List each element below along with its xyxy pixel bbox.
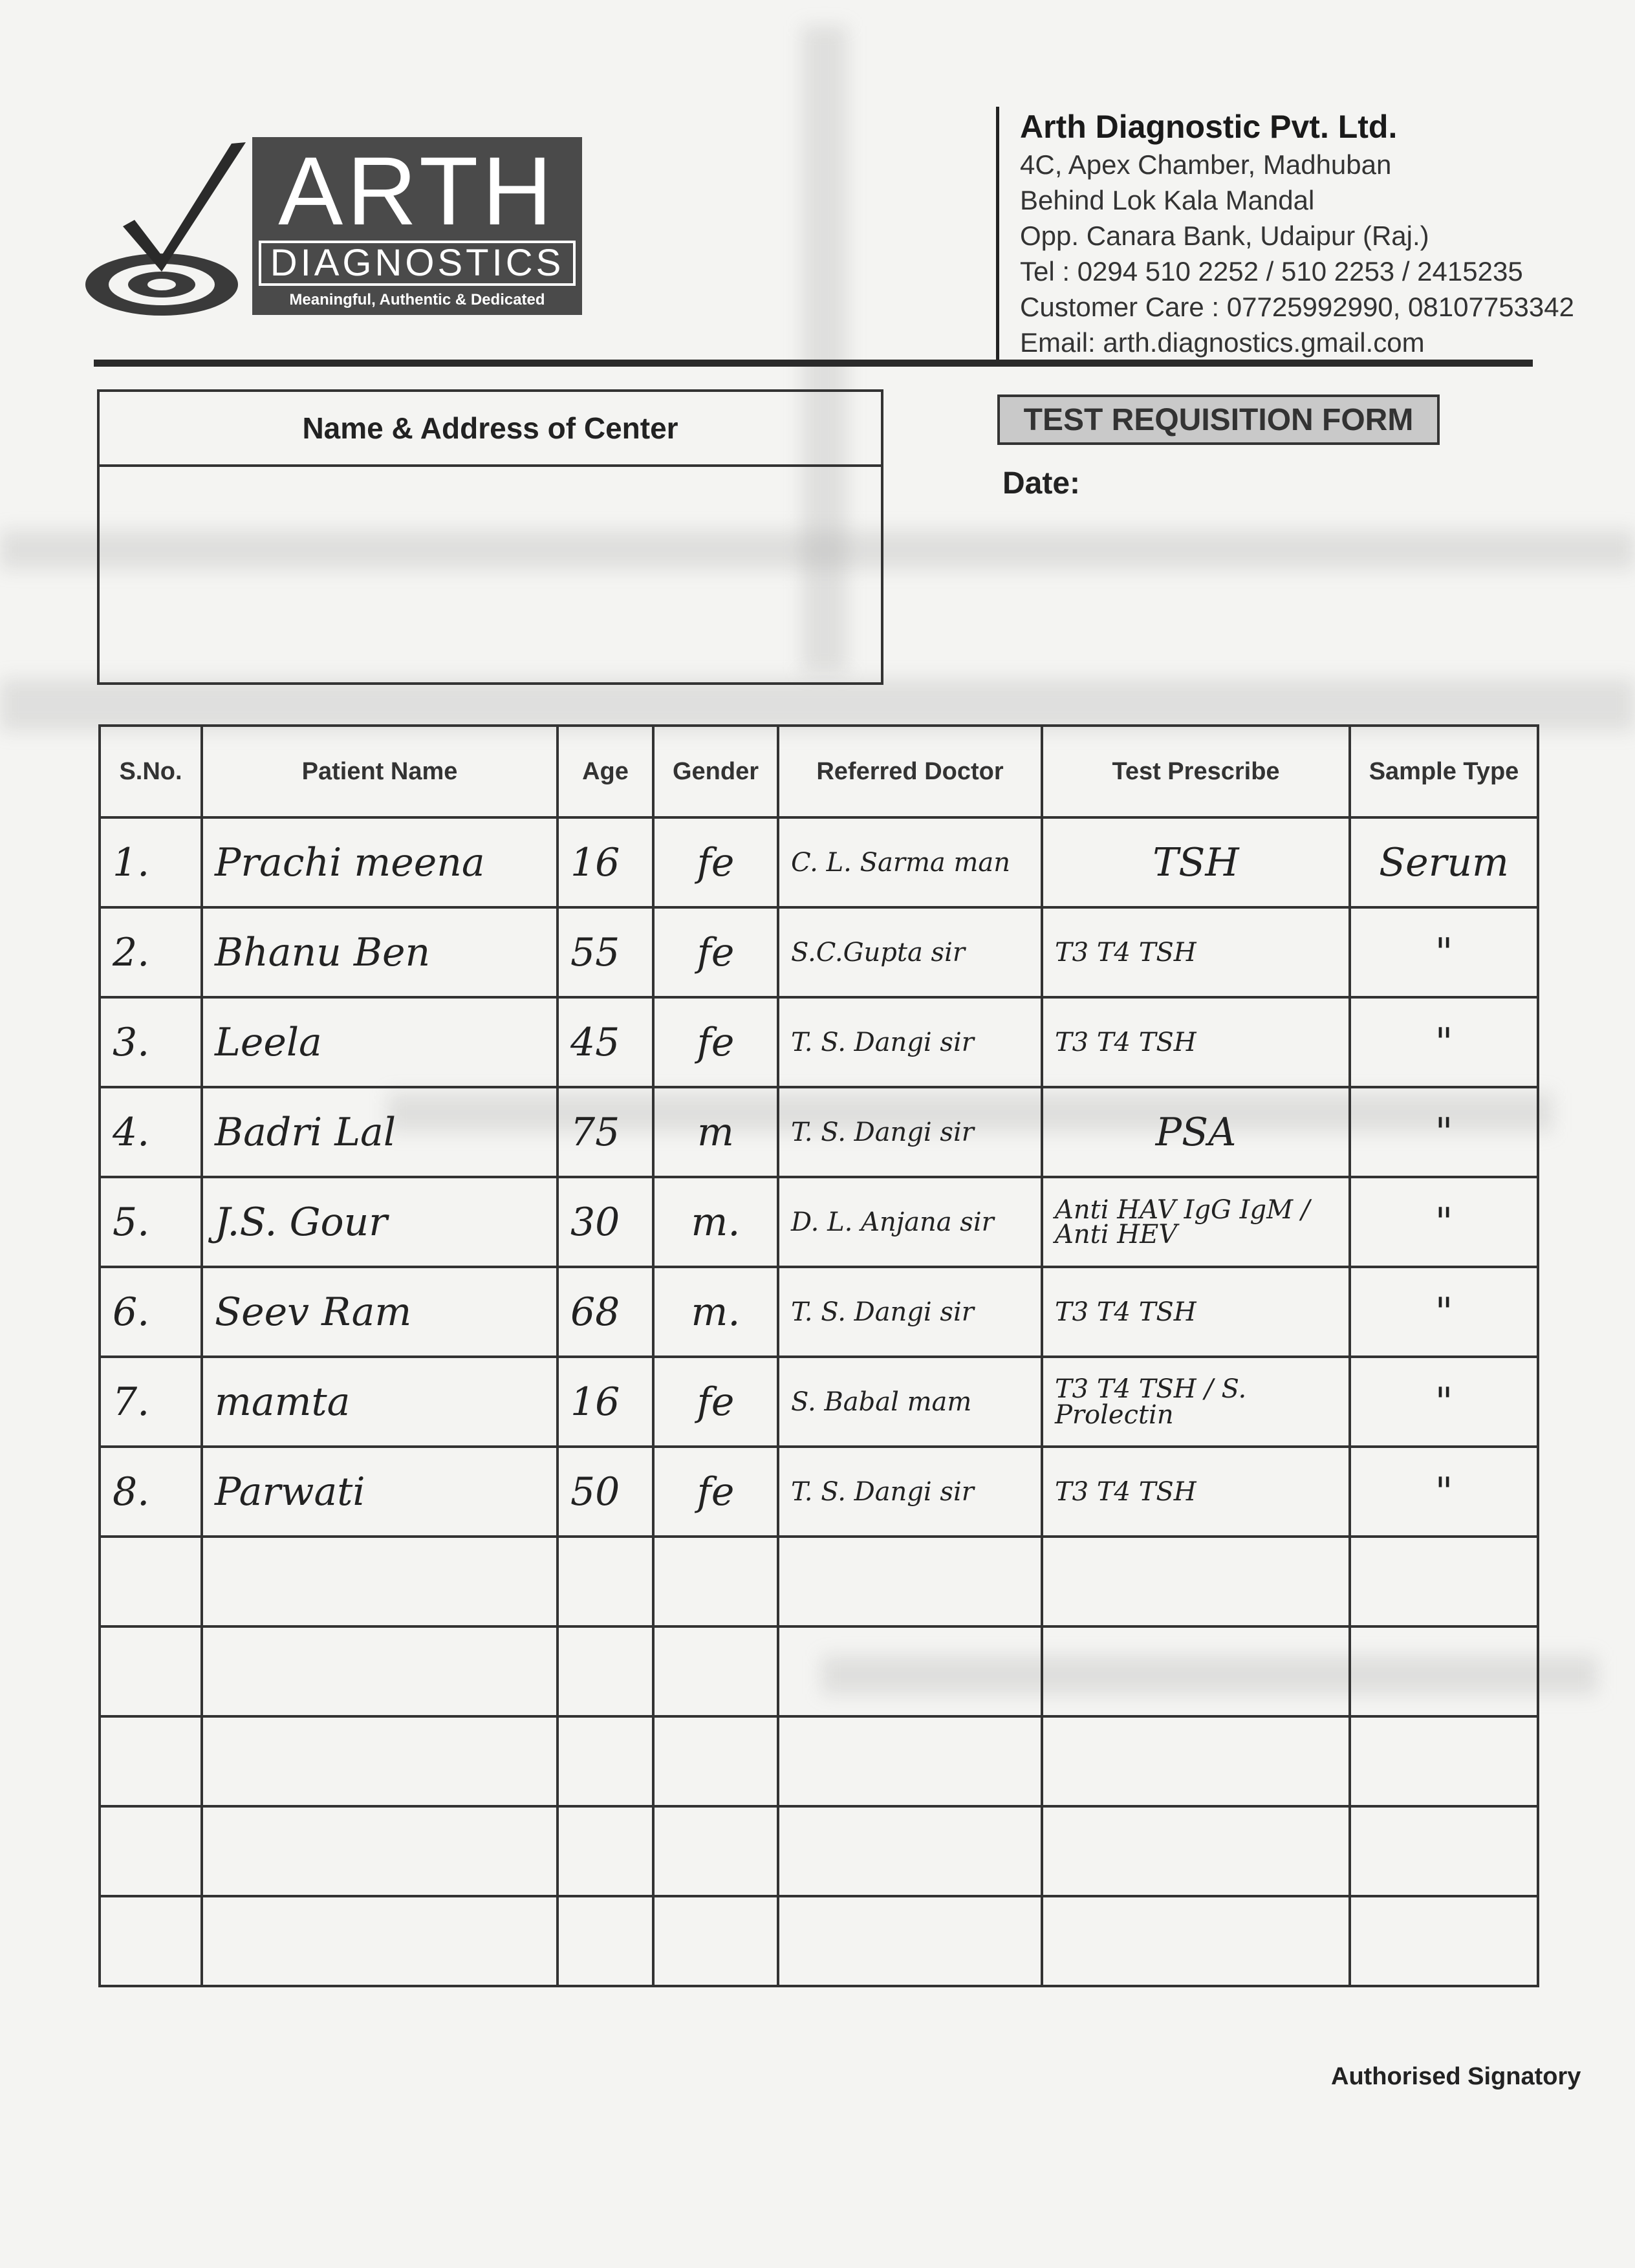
scan-smudge — [0, 679, 1635, 731]
cell-sno[interactable]: 1. — [100, 817, 202, 907]
phone-line: Tel : 0294 510 2252 / 510 2253 / 2415235 — [1020, 256, 1523, 286]
cell-patient-name[interactable] — [202, 1896, 558, 1986]
table-row — [100, 1806, 1538, 1896]
cell-age[interactable]: 16 — [558, 817, 653, 907]
table-row — [100, 1087, 1538, 1177]
cell-age[interactable] — [558, 1626, 653, 1716]
cell-gender[interactable]: m. — [653, 1267, 778, 1357]
cell-patient-name[interactable] — [202, 1716, 558, 1806]
cell-gender[interactable] — [653, 1896, 778, 1986]
cell-sample-type[interactable] — [1350, 1537, 1538, 1626]
cell-age[interactable]: 30 — [558, 1177, 653, 1267]
cell-sno[interactable]: 7. — [100, 1357, 202, 1447]
cell-referred-doctor[interactable]: T. S. Dangi sir — [778, 1267, 1042, 1357]
cell-sample-type[interactable]: " — [1350, 1087, 1538, 1177]
cell-test-prescribe[interactable]: T3 T4 TSH — [1042, 1447, 1350, 1537]
cell-gender[interactable]: fe — [653, 1357, 778, 1447]
cell-sno[interactable]: 3. — [100, 997, 202, 1087]
cell-test-prescribe[interactable] — [1042, 1806, 1350, 1896]
cell-patient-name[interactable] — [202, 1806, 558, 1896]
cell-referred-doctor[interactable]: T. S. Dangi sir — [778, 1447, 1042, 1537]
cell-referred-doctor[interactable]: T. S. Dangi sir — [778, 1087, 1042, 1177]
cell-gender[interactable]: fe — [653, 997, 778, 1087]
table-header-row — [100, 726, 1538, 817]
cell-patient-name[interactable]: mamta — [202, 1357, 558, 1447]
cell-gender[interactable] — [653, 1537, 778, 1626]
cell-sample-type[interactable] — [1350, 1806, 1538, 1896]
address-line: Opp. Canara Bank, Udaipur (Raj.) — [1020, 221, 1429, 251]
cell-sample-type[interactable]: " — [1350, 1177, 1538, 1267]
table-row — [100, 1537, 1538, 1626]
cell-sno[interactable]: 8. — [100, 1447, 202, 1537]
logo-sub-text: DIAGNOSTICS — [259, 241, 576, 286]
cell-sample-type[interactable]: Serum — [1350, 817, 1538, 907]
authorised-signatory-label: Authorised Signatory — [1331, 2063, 1581, 2090]
cell-sample-type[interactable] — [1350, 1716, 1538, 1806]
col-header-sno: S.No. — [100, 726, 202, 817]
cell-patient-name[interactable]: Seev Ram — [202, 1267, 558, 1357]
table-row — [100, 1896, 1538, 1986]
cell-sample-type[interactable]: " — [1350, 1357, 1538, 1447]
cell-referred-doctor[interactable] — [778, 1626, 1042, 1716]
cell-test-prescribe[interactable]: T3 T4 TSH — [1042, 1267, 1350, 1357]
cell-sno[interactable]: 4. — [100, 1087, 202, 1177]
cell-patient-name[interactable]: J.S. Gour — [202, 1177, 558, 1267]
cell-age[interactable]: 68 — [558, 1267, 653, 1357]
table-row — [100, 1357, 1538, 1447]
table-row — [100, 1716, 1538, 1806]
table-row — [100, 997, 1538, 1087]
table-row — [100, 817, 1538, 907]
table-row — [100, 1177, 1538, 1267]
cell-gender[interactable]: fe — [653, 907, 778, 997]
cell-referred-doctor[interactable] — [778, 1806, 1042, 1896]
cell-age[interactable]: 45 — [558, 997, 653, 1087]
cell-test-prescribe[interactable] — [1042, 1626, 1350, 1716]
cell-gender[interactable]: fe — [653, 1447, 778, 1537]
center-address-area[interactable] — [100, 467, 881, 680]
cell-referred-doctor[interactable]: S.C.Gupta sir — [778, 907, 1042, 997]
cell-referred-doctor[interactable]: C. L. Sarma man — [778, 817, 1042, 907]
center-box-title: Name & Address of Center — [100, 392, 881, 467]
table-row — [100, 1626, 1538, 1716]
cell-gender[interactable]: m — [653, 1087, 778, 1177]
cell-test-prescribe[interactable] — [1042, 1537, 1350, 1626]
center-address-box — [97, 389, 883, 685]
header-divider — [94, 360, 1533, 367]
cell-test-prescribe[interactable]: T3 T4 TSH / S. Prolectin — [1042, 1357, 1350, 1447]
cell-referred-doctor[interactable] — [778, 1896, 1042, 1986]
cell-patient-name[interactable]: Badri Lal — [202, 1087, 558, 1177]
cell-gender[interactable]: m. — [653, 1177, 778, 1267]
cell-sno[interactable]: 6. — [100, 1267, 202, 1357]
address-line: Behind Lok Kala Mandal — [1020, 185, 1315, 215]
col-header-age: Age — [558, 726, 653, 817]
cell-sample-type[interactable]: " — [1350, 907, 1538, 997]
cell-gender[interactable] — [653, 1806, 778, 1896]
cell-sno[interactable] — [100, 1716, 202, 1806]
cell-gender[interactable]: fe — [653, 817, 778, 907]
logo-tagline: Meaningful, Authentic & Dedicated — [289, 291, 545, 308]
cell-referred-doctor[interactable] — [778, 1537, 1042, 1626]
cell-gender[interactable] — [653, 1716, 778, 1806]
cell-test-prescribe[interactable]: T3 T4 TSH — [1042, 997, 1350, 1087]
customer-care-line: Customer Care : 07725992990, 08107753342 — [1020, 292, 1574, 322]
cell-test-prescribe[interactable]: PSA — [1042, 1087, 1350, 1177]
cell-patient-name[interactable] — [202, 1537, 558, 1626]
cell-patient-name[interactable]: Leela — [202, 997, 558, 1087]
cell-test-prescribe[interactable]: Anti HAV IgG IgM / Anti HEV — [1042, 1177, 1350, 1267]
cell-sample-type[interactable] — [1350, 1896, 1538, 1986]
cell-sno[interactable]: 5. — [100, 1177, 202, 1267]
cell-sample-type[interactable] — [1350, 1626, 1538, 1716]
cell-sample-type[interactable]: " — [1350, 1267, 1538, 1357]
date-label: Date: — [1002, 466, 1081, 501]
cell-sno[interactable] — [100, 1626, 202, 1716]
cell-age[interactable] — [558, 1896, 653, 1986]
cell-sno[interactable] — [100, 1896, 202, 1986]
cell-age[interactable] — [558, 1716, 653, 1806]
cell-referred-doctor[interactable]: S. Babal mam — [778, 1357, 1042, 1447]
cell-gender[interactable] — [653, 1626, 778, 1716]
table-row — [100, 1447, 1538, 1537]
company-name: Arth Diagnostic Pvt. Ltd. — [1020, 109, 1398, 145]
col-header-patient-name: Patient Name — [202, 726, 558, 817]
col-header-gender: Gender — [653, 726, 778, 817]
cell-sno[interactable] — [100, 1806, 202, 1896]
cell-sno[interactable] — [100, 1537, 202, 1626]
cell-patient-name[interactable]: Parwati — [202, 1447, 558, 1537]
form-title: TEST REQUISITION FORM — [997, 394, 1440, 445]
cell-test-prescribe[interactable] — [1042, 1896, 1350, 1986]
cell-test-prescribe[interactable]: TSH — [1042, 817, 1350, 907]
col-header-test-prescribe: Test Prescribe — [1042, 726, 1350, 817]
table-row — [100, 907, 1538, 997]
cell-test-prescribe[interactable] — [1042, 1716, 1350, 1806]
company-logo — [84, 129, 589, 323]
company-address-block — [996, 107, 1576, 360]
cell-referred-doctor[interactable]: D. L. Anjana sir — [778, 1177, 1042, 1267]
cell-sample-type[interactable]: " — [1350, 997, 1538, 1087]
cell-referred-doctor[interactable] — [778, 1716, 1042, 1806]
col-header-referred-doctor: Referred Doctor — [778, 726, 1042, 817]
cell-age[interactable]: 75 — [558, 1087, 653, 1177]
cell-sample-type[interactable]: " — [1350, 1447, 1538, 1537]
cell-patient-name[interactable] — [202, 1626, 558, 1716]
patient-table — [98, 724, 1539, 1987]
cell-age[interactable]: 55 — [558, 907, 653, 997]
target-check-icon — [84, 129, 252, 323]
cell-sno[interactable]: 2. — [100, 907, 202, 997]
cell-patient-name[interactable]: Prachi meena — [202, 817, 558, 907]
cell-age[interactable]: 50 — [558, 1447, 653, 1537]
table-row — [100, 1267, 1538, 1357]
email-line: Email: arth.diagnostics.gmail.com — [1020, 327, 1425, 358]
logo-badge — [252, 137, 582, 315]
cell-referred-doctor[interactable]: T. S. Dangi sir — [778, 997, 1042, 1087]
cell-patient-name[interactable]: Bhanu Ben — [202, 907, 558, 997]
cell-age[interactable] — [558, 1537, 653, 1626]
logo-main-text: ARTH — [278, 136, 556, 245]
cell-age[interactable]: 16 — [558, 1357, 653, 1447]
address-line: 4C, Apex Chamber, Madhuban — [1020, 149, 1392, 180]
cell-age[interactable] — [558, 1806, 653, 1896]
col-header-sample-type: Sample Type — [1350, 726, 1538, 817]
cell-test-prescribe[interactable]: T3 T4 TSH — [1042, 907, 1350, 997]
